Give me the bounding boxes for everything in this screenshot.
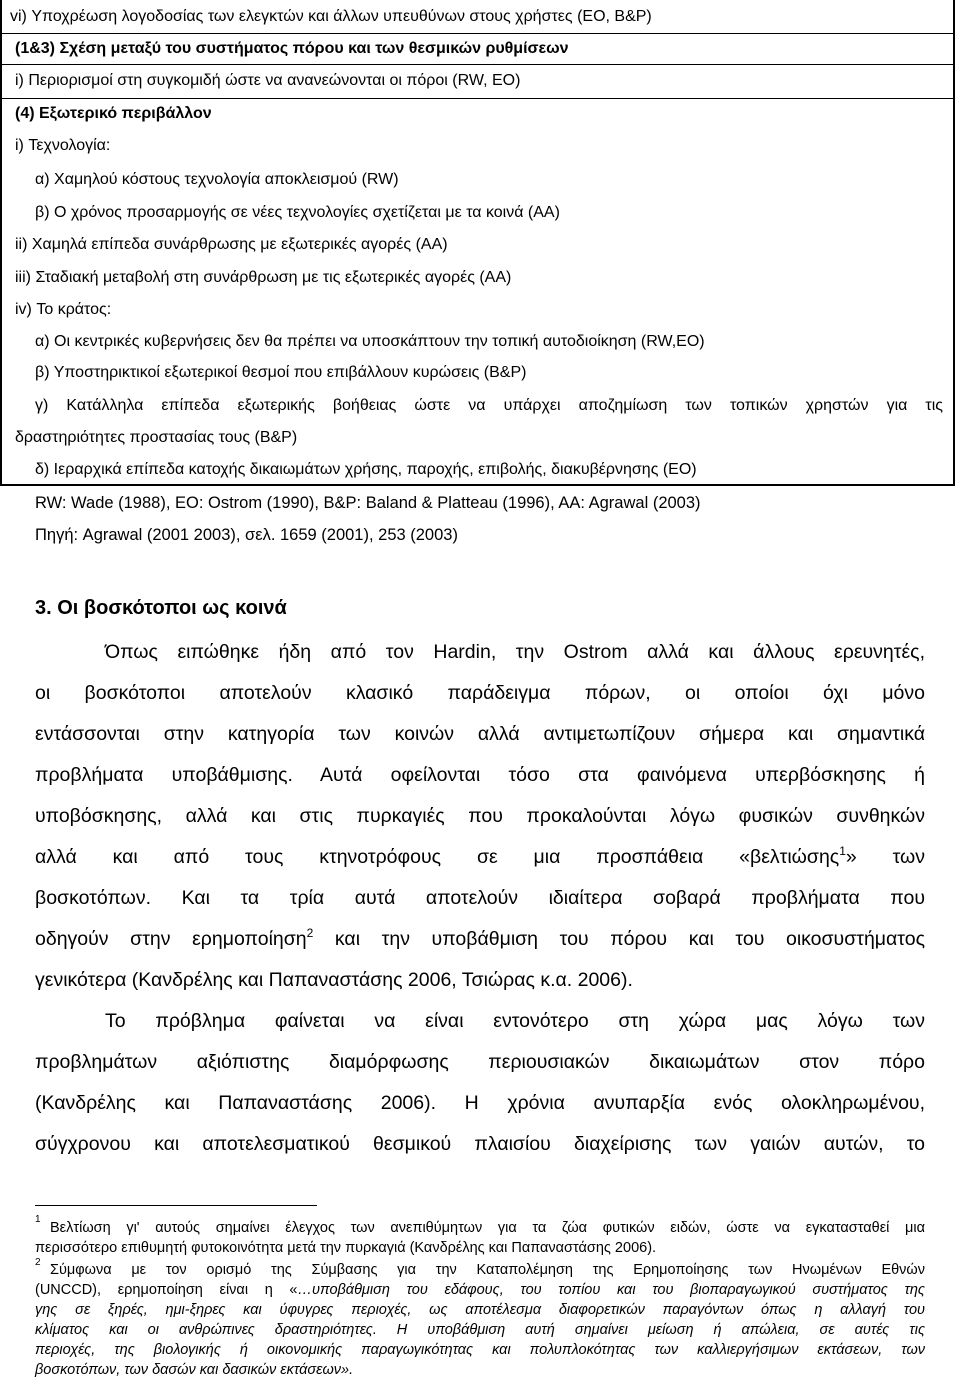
footnote-text: κλίματος και οι ανθρώπινες δραστηριότητες. Η υποβάθμιση αυτή σημαίνει μείωση ή απώλεια, σε αυτές τις [35, 1322, 925, 1338]
table-row-divider [0, 98, 955, 99]
table-row-heading: (4) Εξωτερικό περιβάλλον [15, 105, 212, 122]
abbreviations-note: RW: Wade (1988), EO: Ostrom (1990), B&P: Baland & Platteau (1996), AA: Agrawal (2003) [35, 494, 701, 512]
footnote-text: περισσότερο επιθυμητή φυτοκοινότητα μετά την πυρκαγιά (Κανδρέλης και Παπαναστάσης 2006). [35, 1240, 657, 1256]
table-row: β) Ο χρόνος προσαρμογής σε νέες τεχνολογίες σχετίζεται με τα κοινά (ΑΑ) [35, 204, 560, 221]
body-text: αλλά και από τους κτηνοτρόφους σε μια προσπάθεια «βελτιώσης [35, 846, 840, 868]
body-line: σύγχρονου και αποτελεσματικού θεσμικού πλαισίου διαχείρισης των γαιών αυτών, το [35, 1133, 925, 1155]
body-line [35, 845, 925, 869]
table-row: δ) Ιεραρχικά επίπεδα κατοχής δικαιωμάτων χρήσης, παροχής, επιβολής, διακυβέρνησης (ΕΟ) [35, 461, 697, 478]
source-note: Πηγή: Agrawal (2001 2003), σελ. 1659 (2001), 253 (2003) [35, 526, 458, 544]
footnote-ref-2: 2 [306, 926, 314, 940]
body-line [35, 927, 925, 951]
table-row-divider [0, 64, 955, 65]
table-row: α) Χαμηλού κόστους τεχνολογία αποκλεισμού (RW) [35, 171, 399, 188]
body-text: » των [845, 846, 925, 868]
footnote-text: Βελτίωση γι' αυτούς σημαίνει έλεγχος των ανεπιθύμητων για τα ζώα φυτικών ειδών, ώστε να εγκατασταθεί μια [50, 1220, 925, 1236]
body-line: προβλήματα υποβάθμισης. Αυτά οφείλονται τόσο στα φαινόμενα υπερβόσκησης ή [35, 764, 925, 786]
footnote-number: 1 [35, 1214, 41, 1225]
body-line: υποβόσκησης, αλλά και στις πυρκαγιές που προκαλούνται λόγω φυσικών συνθηκών [35, 805, 925, 827]
body-line: προβλημάτων αξιόπιστης διαμόρφωσης περιουσιακών δικαιωμάτων στον πόρο [35, 1051, 925, 1073]
body-line: βοσκοτόπων. Και τα τρία αυτά αποτελούν ιδιαίτερα σοβαρά προβλήματα που [35, 887, 925, 909]
body-line: εντάσσονται στην κατηγορία των κοινών αλλά αντιμετωπίζουν σήμερα και σημαντικά [35, 723, 925, 745]
body-text: και την υποβάθμιση του πόρου και του οικοσυστήματος [313, 928, 925, 950]
footnote-number: 2 [35, 1257, 41, 1268]
table-row: δραστηριότητες προστασίας τους (Β&Ρ) [15, 429, 298, 446]
footnote-text: Σύμφωνα με τον ορισμό της Σύμβασης για την Καταπολέμηση της Ερημοποίησης των Ηνωμένων Εθνών [50, 1262, 925, 1278]
table-row: iii) Σταδιακή μεταβολή στη συνάρθρωση με τις εξωτερικές αγορές (ΑΑ) [15, 269, 512, 286]
table-row: α) Οι κεντρικές κυβερνήσεις δεν θα πρέπει να υποσκάπτουν την τοπική αυτοδιοίκηση (RW,EO) [35, 333, 705, 350]
table-row: γ) Κατάλληλα επίπεδα εξωτερικής βοήθειας ώστε να υπάρχει αποζημίωση των τοπικών χρηστών για τις [35, 397, 943, 414]
footnote-text: γης σε ξηρές, ημι-ξηρες και ύφυγρες περιοχές, ως αποτέλεσμα διαφορετικών παραγόντων όπως η αλλαγή του [35, 1302, 925, 1318]
body-line: γενικότερα (Κανδρέλης και Παπαναστάσης 2006, Τσιώρας κ.α. 2006). [35, 969, 633, 991]
body-line: Το πρόβλημα φαίνεται να είναι εντονότερο στη χώρα μας λόγω των [105, 1010, 925, 1032]
footnote-separator [35, 1205, 317, 1206]
body-line: οι βοσκότοποι αποτελούν κλασικό παράδειγμα πόρων, οι οποίοι όχι μόνο [35, 682, 925, 704]
table-row-heading: (1&3) Σχέση μεταξύ του συστήματος πόρου και των θεσμικών ρυθμίσεων [15, 40, 569, 57]
footnote-ref-1: 1 [839, 844, 846, 858]
footnote-text-italic: …υποβάθμιση του εδάφους, του τοπίου και του βιοπαραγωγικού συστήματος της [297, 1282, 925, 1298]
footnote-text-plain: (UNCCD), ερημοποίηση είναι η « [35, 1282, 298, 1298]
body-text: οδηγούν στην ερημοποίηση [35, 928, 307, 950]
table-row: vi) Υποχρέωση λογοδοσίας των ελεγκτών και άλλων υπευθύνων στους χρήστες (ΕΟ, Β&Ρ) [10, 8, 652, 25]
body-line: Όπως ειπώθηκε ήδη από τον Hardin, την Ostrom αλλά και άλλους ερευνητές, [105, 641, 925, 663]
footnote-text: βοσκοτόπων, των δασών και δασικών εκτάσεων». [35, 1362, 354, 1378]
table-row: iv) Το κράτος: [15, 301, 112, 318]
section-heading: 3. Οι βοσκότοποι ως κοινά [35, 597, 287, 619]
table-row: β) Υποστηρικτικοί εξωτερικοί θεσμοί που επιβάλλουν κυρώσεις (Β&Ρ) [35, 364, 527, 381]
table-row-divider [0, 33, 955, 34]
table-row: i) Περιορισμοί στη συγκομιδή ώστε να ανανεώνονται οι πόροι (RW, EO) [15, 72, 521, 89]
table-row: ii) Χαμηλά επίπεδα συνάρθρωσης με εξωτερικές αγορές (ΑΑ) [15, 236, 448, 253]
body-line: (Κανδρέλης και Παπαναστάσης 2006). Η χρόνια ανυπαρξία ενός ολοκληρωμένου, [35, 1092, 925, 1114]
footnote-text: περιοχές, της βιολογικής ή οικονομικής παραγωγικότητας και πολυπλοκότητας των καλλιεργήσιμων εκτάσεων, των [35, 1342, 925, 1358]
footnote-text [35, 1281, 925, 1299]
table-row: i) Τεχνολογία: [15, 137, 111, 154]
